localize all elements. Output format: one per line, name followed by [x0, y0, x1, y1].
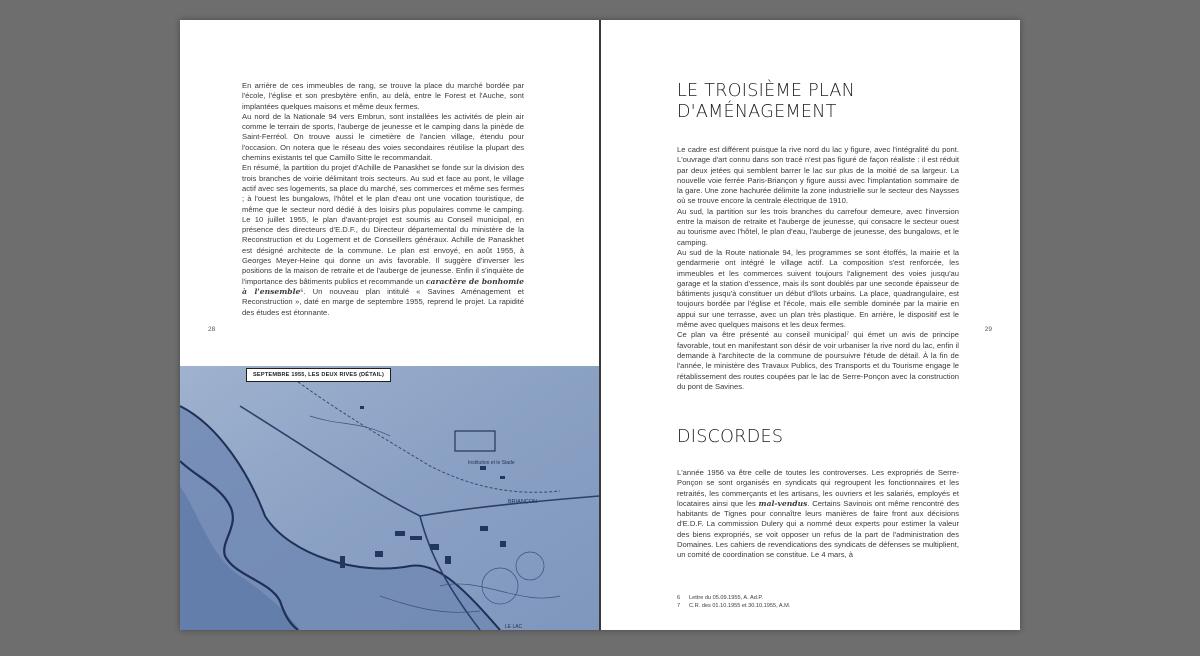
- paragraph: Au nord de la Nationale 94 vers Embrun, sont installées les activités de plein air comme le terrain de sports, l'auberge de jeunesse et le camping dans la pinède de Saint-Ferréol. On trouve aussi le cimetière de l'ancien village, étendu pour l'occasion. On notera que le réseau des voies secondaires réutilise la plupart des chemins existants tel que Camillo Sitte le recommandait.: [242, 111, 524, 163]
- left-body-text: [242, 81, 524, 318]
- map-road-label: BRIANÇON: [508, 499, 538, 505]
- left-page: [180, 20, 599, 630]
- plan-map-image: [180, 366, 599, 630]
- footnote-text: Lettre du 05.09.1955, A. Ad.P.: [689, 595, 763, 601]
- page-number: 29: [984, 326, 992, 333]
- map-drawing: [180, 366, 599, 630]
- page-number: 28: [208, 326, 216, 333]
- emphasis-quote: caractère de bonhomie à l'ensemble: [242, 276, 524, 296]
- paragraph: [242, 163, 524, 317]
- paragraph: Le cadre est différent puisque la rive nord du lac y figure, avec l'intégralité du pont. L'ouvrage d'art connu dans son tracé n'est pas figuré de façon réaliste : il est réduit par deux jetées qui semblent barrer le lac sur plus de la moitié de sa largeur. La nouvelle voie ferrée Paris-Briançon y figure aussi avec l'implantation sommaire de la gare. Une zone hachurée délimite la zone industrielle sur le secteur des Naysses où se trouve encore la centrale électrique de 1910.: [677, 145, 959, 206]
- footnote: [677, 603, 977, 611]
- footnotes: [677, 595, 977, 610]
- footnote-number: 7: [677, 602, 681, 609]
- book-spread: [180, 20, 1020, 630]
- right-page: [601, 20, 1020, 630]
- map-institution-label: Institution et le Stade: [468, 460, 515, 466]
- emphasis-term: mal-vendus: [758, 498, 808, 508]
- paragraph: En arrière de ces immeubles de rang, se trouve la place du marché bordée par l'école, l'église et son presbytère enfin, au delà, entre le Forest et l'Auche, sont implantées quelques maisons et même deux fermes.: [242, 81, 524, 111]
- footnote-number: 6: [677, 595, 681, 601]
- section-2-body: [677, 468, 959, 561]
- paragraph: Au sud, la partition sur les trois branches du carrefour demeure, avec l'inversion entre la maison de retraite et l'auberge de jeunesse, qui consacre le secteur ouest au tourisme avec l'hôtel, le plan d'eau, l'auberge de jeunesse, des bungalows, et le camping.: [677, 206, 959, 247]
- paragraph-text: L'année 1956 va être celle de toutes les controverses. Les expropriés de Serre-Ponçon se sont organisés en syndicats qui regroupent les fonctionnaires et les retraités, les commerçants et les artisans, les ouvriers et les salariés, employés et locataires ainsi que les: [677, 468, 959, 508]
- footnote: [677, 595, 977, 603]
- footnote-text: C.R. des 01.10.1955 et 30.10.1955, A.M.: [689, 602, 791, 609]
- paragraph-text: ⁶. Un nouveau plan intitulé « Savines Aménagement et Reconstruction », daté en marge de septembre 1955, reprend le projet. La rapidité des études est étonnante.: [242, 286, 525, 317]
- paragraph-text: En résumé, la partition du projet d'Achille de Panaskhet se fonde sur la division des trois branches de voirie délimitant trois secteurs. Au sud et face au pont, le village actif avec ses logements, sa place du marché, ses commerces et même ses fermes ; à l'ouest les bungalows, l'hôtel et le plan d'eau ont une vocation touristique, de même que le secteur nord dédié à des loisirs plus populaires comme le camping. Le 10 juillet 1955, le plan d'avant-projet est soumis au Conseil municipal, en présence des directeurs d'E.D.F., du Directeur départemental du ministère de la Reconstruction et du Logement et de Conseillers généraux. Achille de Panaskhet est désigné architecte de la commune. Le plan est envoyé, en août 1955, à Georges Meyer-Heine qui donne un avis favorable. Il suggère d'inverser les positions de la maison de retraite et de l'auberge de jeunesse. Enfin il s'inquiète de l'importance des bâtiments publics et recommande un: [242, 163, 524, 286]
- map-lake-label: LE LAC: [505, 624, 523, 630]
- figure-caption: SEPTEMBRE 1955, LES DEUX RIVES (DÉTAIL): [246, 368, 391, 382]
- paragraph: [677, 468, 959, 561]
- paragraph: Ce plan va être présenté au conseil municipal⁷ qui émet un avis de principe favorable, tout en manifestant son désir de voir urbaniser la rive nord du lac, enfin il demande à l'architecte de la commune de poursuivre l'étude de détail. À la fin de l'année, le ministère des Travaux Publics, des Transports et du Tourisme engage le rétablissement des routes coupées par le lac de Serre-Ponçon avec la construction du pont de Savines.: [677, 330, 959, 391]
- section-1-body: [677, 145, 959, 392]
- paragraph-text: . Certains Savinois ont même rencontré des habitants de Tignes pour connaître leurs manières de faire front aux décisions d'E.D.F. La commission Dulery qui a nommé deux experts pour estimer la valeur des biens expropriés, se voit opposer un refus de la part de l'administration des Domaines. Les cahiers de revendications des syndicats de défenses se multiplient, un comité de coordination se constitue. Le 4 mars, à: [677, 498, 959, 560]
- paragraph: Au sud de la Route nationale 94, les programmes se sont étoffés, la mairie et la gendarmerie ont intégré le village actif. La composition s'est renforcée, les immeubles et les commerces suivent toujours l'alignement des voies jusqu'au garage et la station d'essence, mais ils sont doublés par une seconde épaisseur de bâtiments jusqu'à constituer un début d'îlots urbains. La place, quadrangulaire, est toujours bordée par l'église et l'école, mais elle semble dominée par la mairie en appui sur une terrasse, avec un plan très plastique. En arrière, le dispositif est le même avec quelques maisons et les deux fermes.: [677, 247, 959, 330]
- section-heading: DISCORDES: [677, 427, 784, 447]
- section-heading: LE TROISIÈME PLAN D'AMÉNAGEMENT: [677, 81, 856, 122]
